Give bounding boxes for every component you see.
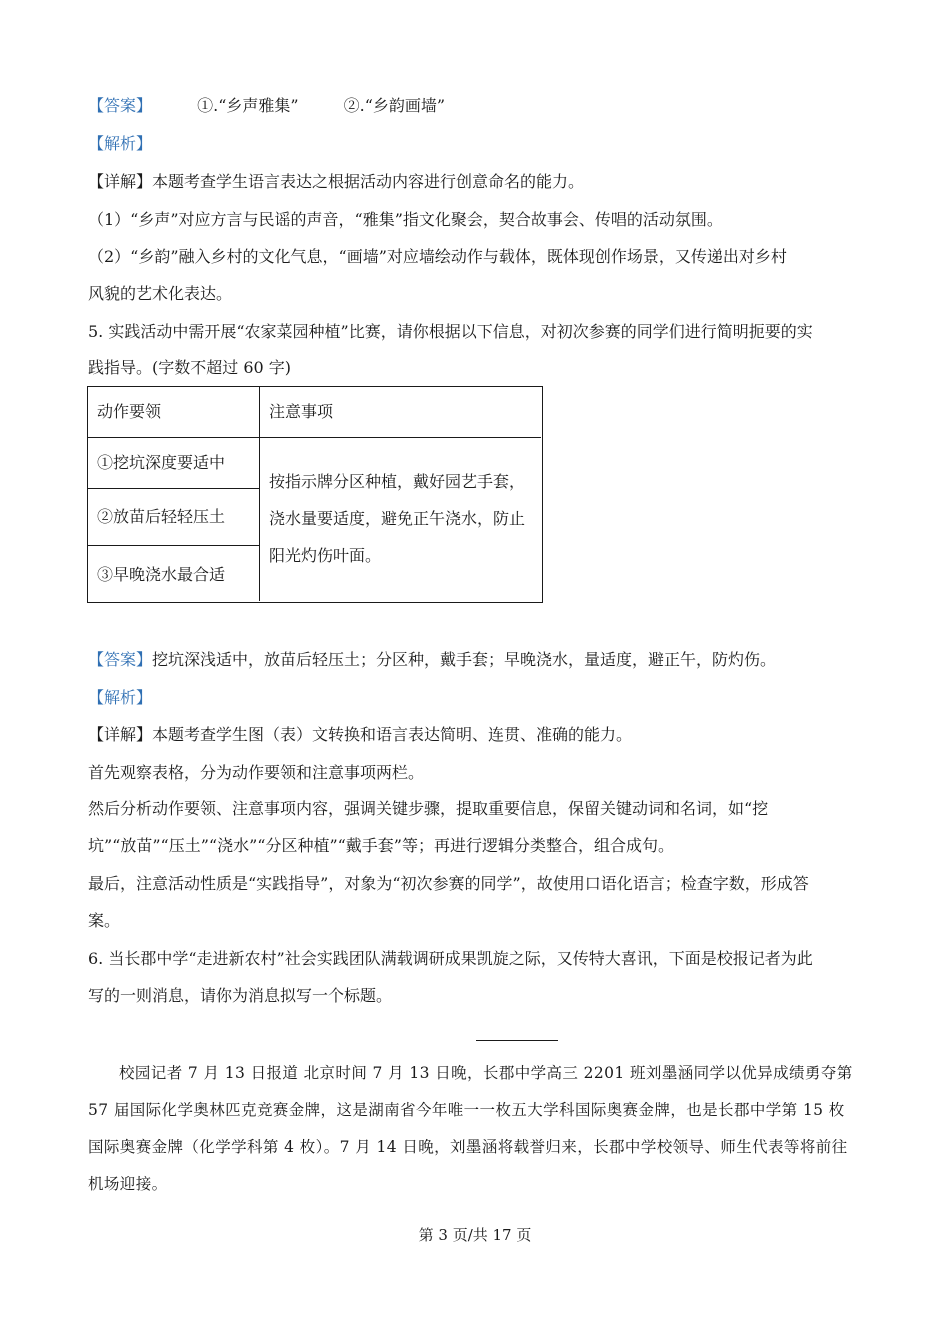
answer-tag: 【答案】 <box>88 96 153 115</box>
news-line-3: 国际奥赛金牌（化学学科第 4 枚）。7 月 14 日晚，刘墨涵将载誉归来，长郡中学校领导、师生代表等将前往 <box>88 1138 848 1156</box>
detail-paragraph-2-line-2: 风貌的艺术化表达。 <box>88 284 233 303</box>
answer-line-1 <box>88 95 445 117</box>
detail-tag: 【详解】 <box>88 725 153 744</box>
table-row-divider <box>88 545 259 546</box>
detail-paragraph-1: （1）“乡声”对应方言与民谣的声音，“雅集”指文化聚会，契合故事会、传唱的活动氛围。 <box>88 210 723 229</box>
table-header-divider <box>88 437 541 438</box>
analysis-tag: 【解析】 <box>88 688 153 707</box>
detail-2-paragraph-2-line-2: 坑”“放苗”“压土”“浇水”“分区种植”“戴手套”等；再进行逻辑分类整合，组合成句。 <box>88 836 674 855</box>
detail-text: 本题考查学生图（表）文转换和语言表达简明、连贯、准确的能力。 <box>152 725 633 744</box>
detail-paragraph-2-line-1: （2）“乡韵”融入乡村的文化气息，“画墙”对应墙绘动作与载体，既体现创作场景，又传递出对乡村 <box>88 247 787 266</box>
answer-item-1: ①.“乡声雅集” <box>197 96 299 115</box>
question-5-line-1: 5. 实践活动中需开展“农家菜园种植”比赛，请你根据以下信息，对初次参赛的同学们进行简明扼要的实 <box>88 322 813 341</box>
detail-line-1 <box>88 171 584 193</box>
table-row-divider <box>88 488 259 489</box>
table-column-divider <box>259 387 260 601</box>
answer-item-2: ②.“乡韵画墙” <box>343 96 446 115</box>
detail-text: 本题考查学生语言表达之根据活动内容进行创意命名的能力。 <box>152 172 585 191</box>
table-cell-action-2: ②放苗后轻轻压土 <box>97 507 226 526</box>
table-notes-line-1: 按指示牌分区种植，戴好园艺手套， <box>269 472 526 491</box>
table-cell-action-1: ①挖坑深度要适中 <box>97 453 226 472</box>
table-header-notes: 注意事项 <box>269 402 334 421</box>
page-number-footer: 第 3 页/共 17 页 <box>418 1226 532 1244</box>
detail-2-paragraph-1: 首先观察表格，分为动作要领和注意事项两栏。 <box>88 763 425 782</box>
table-cell-action-3: ③早晚浇水最合适 <box>97 565 226 584</box>
question-6-line-2: 写的一则消息，请你为消息拟写一个标题。 <box>88 986 393 1005</box>
analysis-tag: 【解析】 <box>88 134 153 153</box>
question-5-line-2: 践指导。(字数不超过 60 字) <box>88 358 292 377</box>
guidance-table <box>87 386 543 603</box>
table-notes-line-2: 浇水量要适度，避免正午浇水，防止 <box>269 509 526 528</box>
detail-2-paragraph-2-line-1: 然后分析动作要领、注意事项内容，强调关键步骤，提取重要信息，保留关键动词和名词，如“挖 <box>88 799 769 818</box>
detail-2-paragraph-3-line-1: 最后，注意活动性质是“实践指导”，对象为“初次参赛的同学”，故使用口语化语言；检查字数，形成答 <box>88 874 809 893</box>
title-blank-line <box>476 1040 558 1041</box>
table-header-action: 动作要领 <box>97 402 162 421</box>
news-line-2: 57 届国际化学奥林匹克竞赛金牌，这是湖南省今年唯一一枚五大学科国际奥赛金牌，也是长郡中学第 15 枚 <box>88 1101 845 1119</box>
news-line-4: 机场迎接。 <box>88 1175 168 1193</box>
detail-line-2 <box>88 724 632 746</box>
answer-line-2 <box>88 649 776 671</box>
table-notes-line-3: 阳光灼伤叶面。 <box>269 546 382 565</box>
detail-2-paragraph-3-line-2: 案。 <box>88 911 121 930</box>
detail-tag: 【详解】 <box>88 172 153 191</box>
news-line-1: 校园记者 7 月 13 日报道 北京时间 7 月 13 日晚，长郡中学高三 2201 班刘墨涵同学以优异成绩勇夺第 <box>119 1064 853 1082</box>
question-6-line-1: 6. 当长郡中学“走进新农村”社会实践团队满载调研成果凯旋之际，又传特大喜讯，下面是校报记者为此 <box>88 949 813 968</box>
answer-text: 挖坑深浅适中，放苗后轻压土；分区种，戴手套；早晚浇水，量适度，避正午，防灼伤。 <box>152 650 777 669</box>
answer-tag: 【答案】 <box>88 650 153 669</box>
